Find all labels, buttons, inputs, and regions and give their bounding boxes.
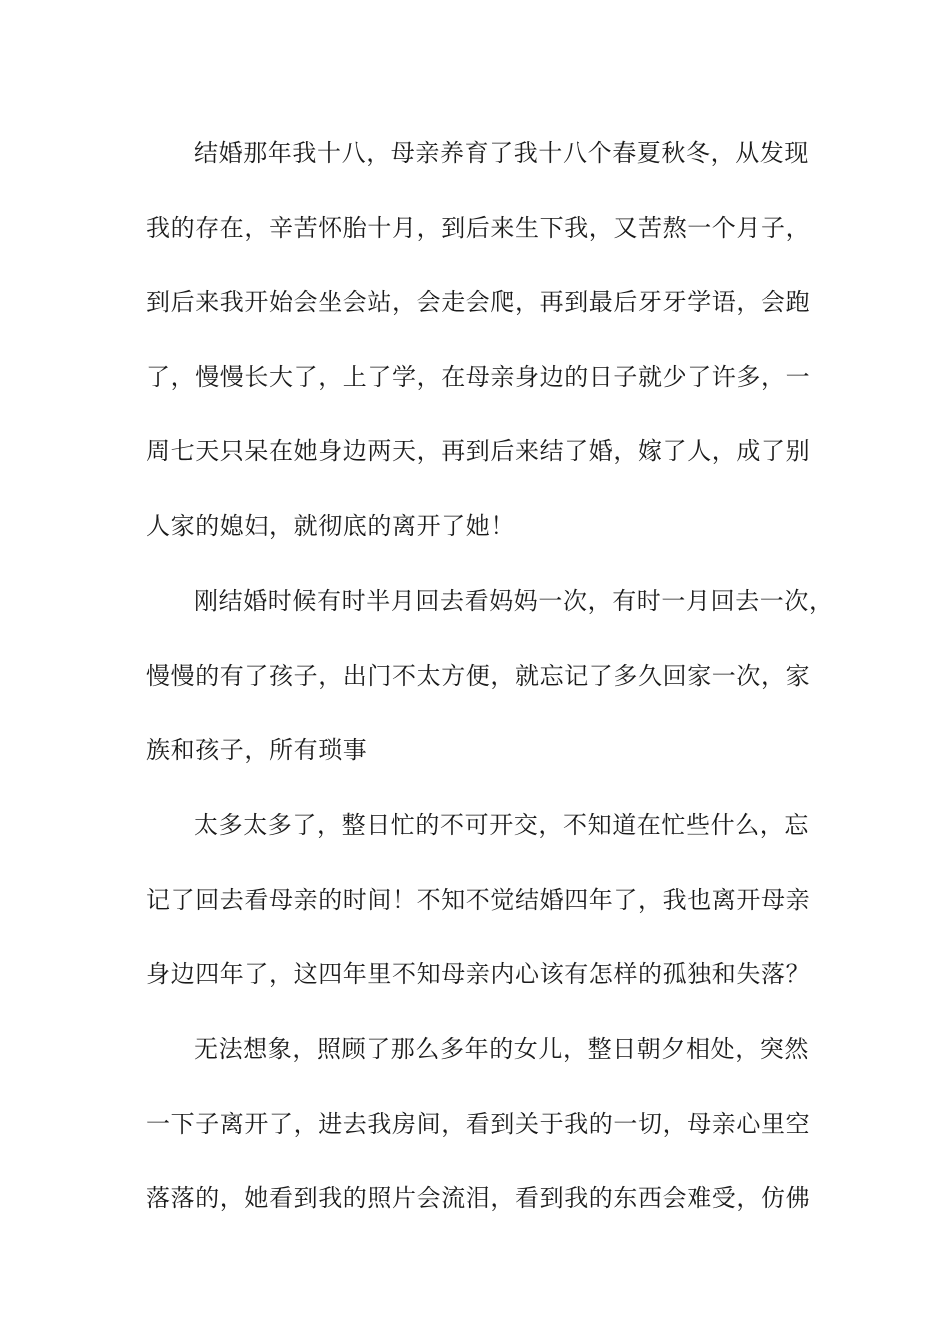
text-line: 太多太多了，整日忙的不可开交，不知道在忙些什么，忘: [194, 811, 809, 839]
paragraph-3: [146, 788, 811, 1012]
text-line: 落落的，她看到我的照片会流泪，看到我的东西会难受，仿佛: [146, 1184, 811, 1213]
text-line: 无法想象，照顾了那么多年的女儿，整日朝夕相处，突然: [194, 1035, 809, 1063]
text-line: 到后来我开始会坐会站，会走会爬，再到最后牙牙学语，会跑: [146, 288, 811, 317]
text-line: 刚结婚时候有时半月回去看妈妈一次，有时一月回去一次，: [194, 587, 834, 615]
text-line: 族和孩子，所有琐事: [146, 736, 368, 765]
text-line: 慢慢的有了孩子，出门不太方便，就忘记了多久回家一次，家: [146, 661, 811, 690]
text-line: 人家的媳妇，就彻底的离开了她！: [146, 511, 515, 540]
text-line: 了，慢慢长大了，上了学，在母亲身边的日子就少了许多，一: [146, 362, 811, 391]
text-line: 结婚那年我十八，母亲养育了我十八个春夏秋冬，从发现: [194, 139, 809, 167]
paragraph-1: [146, 116, 811, 564]
text-line: 记了回去看母亲的时间！不知不觉结婚四年了，我也离开母亲: [146, 885, 811, 914]
paragraph-4: [146, 1012, 811, 1236]
text-line: 我的存在，辛苦怀胎十月，到后来生下我，又苦熬一个月子，: [146, 213, 811, 242]
text-line: 身边四年了，这四年里不知母亲内心该有怎样的孤独和失落？: [146, 960, 811, 989]
paragraph-2: [146, 564, 834, 788]
text-line: 周七天只呆在她身边两天，再到后来结了婚，嫁了人，成了别: [146, 437, 811, 466]
text-line: 一下子离开了，进去我房间，看到关于我的一切，母亲心里空: [146, 1109, 811, 1138]
